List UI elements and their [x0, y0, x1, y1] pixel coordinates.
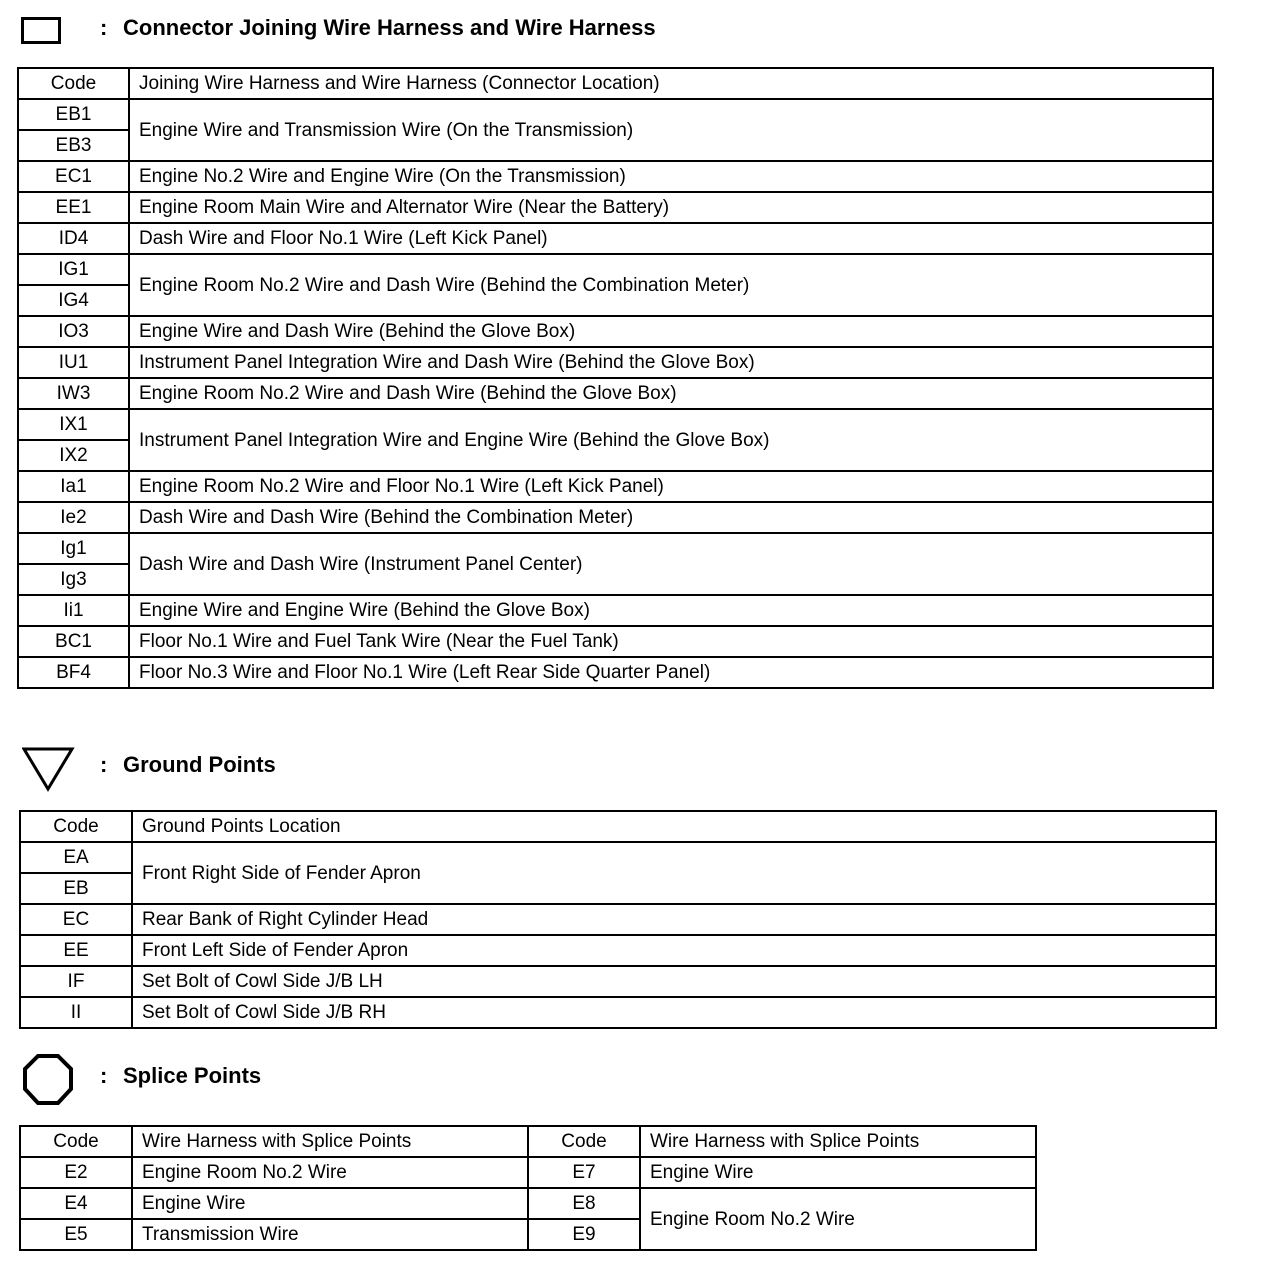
table-row [18, 502, 1213, 533]
row-description: Engine Wire and Dash Wire (Behind the Glove Box) [129, 316, 1213, 347]
row-code: EC [20, 904, 132, 935]
header-description: Ground Points Location [132, 811, 1216, 842]
row-description-left: Transmission Wire [132, 1219, 528, 1250]
table-row [18, 347, 1213, 378]
row-code: IW3 [18, 378, 129, 409]
table-row [18, 533, 1213, 564]
table-header-row [18, 68, 1213, 99]
table-row [18, 254, 1213, 285]
table-row [18, 223, 1213, 254]
row-code: Ii1 [18, 595, 129, 626]
row-description: Instrument Panel Integration Wire and Dash Wire (Behind the Glove Box) [129, 347, 1213, 378]
row-description-left: Engine Room No.2 Wire [132, 1157, 528, 1188]
row-code-left: E2 [20, 1157, 132, 1188]
row-code: EB1 [18, 99, 129, 130]
section-separator: : [100, 1063, 108, 1088]
table-row [18, 471, 1213, 502]
table-row [20, 935, 1216, 966]
row-code-right: E9 [528, 1219, 640, 1250]
row-code: Ig1 [18, 533, 129, 564]
row-description: Rear Bank of Right Cylinder Head [132, 904, 1216, 935]
row-code: EB3 [18, 130, 129, 161]
table-row [18, 595, 1213, 626]
splice-section-title: Splice Points [123, 1063, 262, 1088]
row-description: Engine Room No.2 Wire and Floor No.1 Wire (Left Kick Panel) [129, 471, 1213, 502]
row-description-right: Engine Wire [640, 1157, 1036, 1188]
table-row [18, 192, 1213, 223]
row-code: IG1 [18, 254, 129, 285]
header-description-right: Wire Harness with Splice Points [640, 1126, 1036, 1157]
row-description: Dash Wire and Dash Wire (Instrument Panel Center) [129, 533, 1213, 595]
row-code-left: E5 [20, 1219, 132, 1250]
table-row [20, 997, 1216, 1028]
row-description: Engine Wire and Transmission Wire (On the Transmission) [129, 99, 1213, 161]
row-description-left: Engine Wire [132, 1188, 528, 1219]
splice-points-table [19, 1125, 1037, 1251]
row-code-left: E4 [20, 1188, 132, 1219]
row-code: Ig3 [18, 564, 129, 595]
row-description: Instrument Panel Integration Wire and Engine Wire (Behind the Glove Box) [129, 409, 1213, 471]
header-code: Code [20, 811, 132, 842]
ground-section-header [0, 752, 900, 792]
table-row [18, 378, 1213, 409]
row-code: BC1 [18, 626, 129, 657]
row-code: IU1 [18, 347, 129, 378]
table-header-row [20, 811, 1216, 842]
row-code-right: E8 [528, 1188, 640, 1219]
row-code: IF [20, 966, 132, 997]
table-row [20, 966, 1216, 997]
section-separator: : [100, 752, 108, 777]
row-description: Engine No.2 Wire and Engine Wire (On the Transmission) [129, 161, 1213, 192]
row-code: IX1 [18, 409, 129, 440]
row-code-right: E7 [528, 1157, 640, 1188]
table-row [18, 316, 1213, 347]
row-code: EA [20, 842, 132, 873]
row-description: Set Bolt of Cowl Side J/B LH [132, 966, 1216, 997]
section-separator: : [100, 15, 108, 40]
row-description: Engine Wire and Engine Wire (Behind the Glove Box) [129, 595, 1213, 626]
row-description: Floor No.3 Wire and Floor No.1 Wire (Left Rear Side Quarter Panel) [129, 657, 1213, 688]
header-description: Joining Wire Harness and Wire Harness (Connector Location) [129, 68, 1213, 99]
header-code-left: Code [20, 1126, 132, 1157]
row-description: Floor No.1 Wire and Fuel Tank Wire (Near the Fuel Tank) [129, 626, 1213, 657]
table-row [20, 842, 1216, 873]
ground-points-table [19, 810, 1217, 1029]
row-description: Engine Room No.2 Wire and Dash Wire (Behind the Glove Box) [129, 378, 1213, 409]
header-code-right: Code [528, 1126, 640, 1157]
table-row [20, 1157, 1036, 1188]
row-code: EE1 [18, 192, 129, 223]
header-code: Code [18, 68, 129, 99]
table-row [20, 1188, 1036, 1219]
row-code: II [20, 997, 132, 1028]
connector-section-header [0, 15, 900, 55]
connector-table [17, 67, 1214, 689]
row-code: EC1 [18, 161, 129, 192]
table-row [18, 657, 1213, 688]
row-code: EE [20, 935, 132, 966]
row-description: Front Right Side of Fender Apron [132, 842, 1216, 904]
row-code: IX2 [18, 440, 129, 471]
table-row [18, 626, 1213, 657]
connector-section-title: Connector Joining Wire Harness and Wire Harness [123, 15, 656, 40]
row-code: IO3 [18, 316, 129, 347]
table-row [18, 409, 1213, 440]
table-row [20, 904, 1216, 935]
table-row [18, 99, 1213, 130]
row-code: IG4 [18, 285, 129, 316]
row-code: Ia1 [18, 471, 129, 502]
row-code: BF4 [18, 657, 129, 688]
row-description: Front Left Side of Fender Apron [132, 935, 1216, 966]
table-header-row [20, 1126, 1036, 1157]
row-code: ID4 [18, 223, 129, 254]
ground-section-title: Ground Points [123, 752, 276, 777]
row-description: Engine Room No.2 Wire and Dash Wire (Behind the Combination Meter) [129, 254, 1213, 316]
row-description: Dash Wire and Floor No.1 Wire (Left Kick Panel) [129, 223, 1213, 254]
splice-section-header [0, 1063, 900, 1103]
row-description: Engine Room Main Wire and Alternator Wire (Near the Battery) [129, 192, 1213, 223]
table-row [18, 161, 1213, 192]
row-description-right: Engine Room No.2 Wire [640, 1188, 1036, 1250]
row-description: Dash Wire and Dash Wire (Behind the Combination Meter) [129, 502, 1213, 533]
row-description: Set Bolt of Cowl Side J/B RH [132, 997, 1216, 1028]
row-code: Ie2 [18, 502, 129, 533]
header-description-left: Wire Harness with Splice Points [132, 1126, 528, 1157]
row-code: EB [20, 873, 132, 904]
